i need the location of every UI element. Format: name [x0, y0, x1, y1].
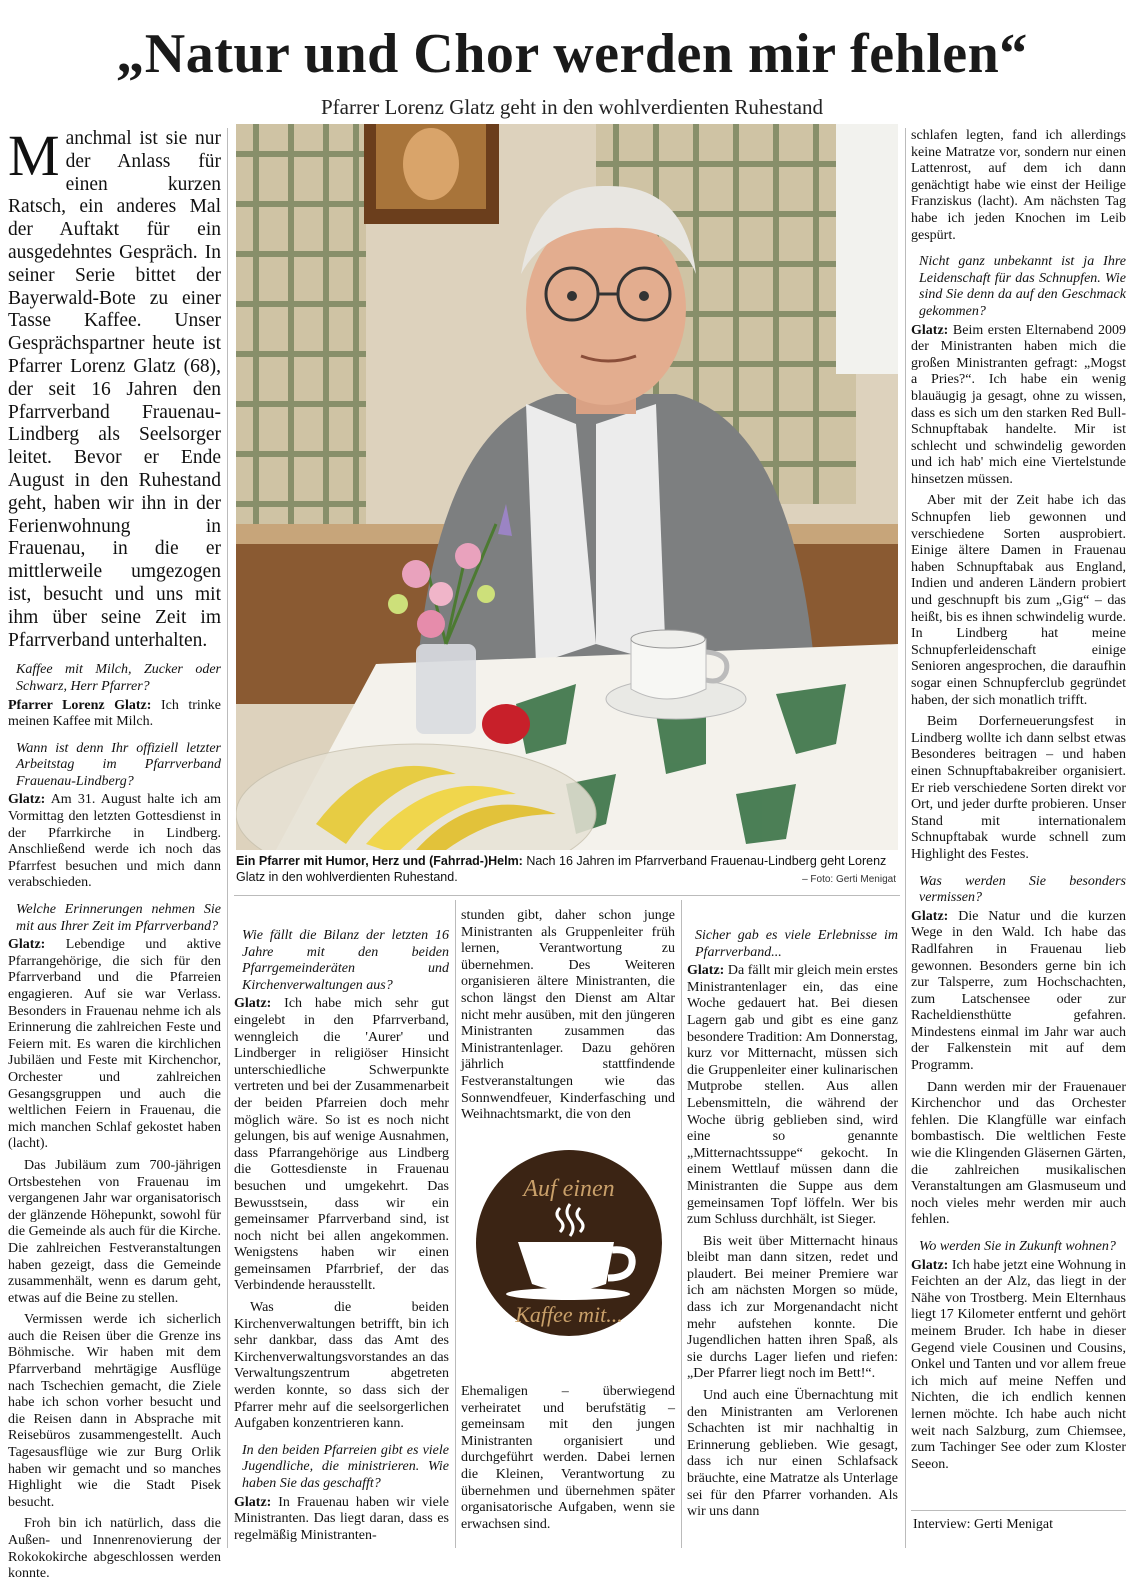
series-logo: [474, 1148, 664, 1338]
coffee-cup-icon: [518, 1242, 614, 1291]
paragraph: Das Jubiläum zum 700-jährigen Ortsbestehen von Frauenau im vergangenen Jahr war organisatorisch der glänzende Höhepunkt, sowohl für die Gemeinde als auch für die Kirche. Die zahlreichen Festveranstaltungen haben gezeigt, dass die Gemeinde zusammenhält, wenn es darum geht, etwas auf die Beine zu stellen.: [8, 1157, 221, 1306]
column-divider: [227, 128, 228, 1548]
logo-text-bottom: Kaffee mit...: [515, 1302, 623, 1327]
speaker: Glatz:: [234, 1494, 272, 1510]
answer: Glatz: Da fällt mir gleich mein erstes Ministrantenlager ein, das eine Woche gedauert hat. Bei diesen Lagern gab und gibt es eine ganz besondere Tradition: Am Donnerstag, kurz vor Mitternacht, müssen sich die Gruppenleiter einer kulinarischen Mutprobe stellen. Aus allen Lebensmitteln, die während der Woche übrig geblieben sind, wird eine so genannte „Mitternachtssuppe“ gekocht. In einem Wettlauf müssen dann die Ministranten die Suppe aus dem gemeinsamen Topf löffeln. Wer bis zum Schluss durchhält, ist Sieger.: [687, 963, 898, 1228]
paragraph: Ehemaligen – überwiegend verheiratet und berufstätig – gemeinsam mit den jungen Ministranten organisiert und durchgeführt werden. Dabei lernen die Kleinen, Verantwortung zu übernehmen und übernehmen später organisatorische Aufgaben, wenn sie erwachsen sind.: [461, 1384, 675, 1532]
speaker: Glatz:: [911, 322, 949, 338]
logo-text-top: Auf einen: [523, 1176, 615, 1202]
speaker: Glatz:: [8, 792, 46, 808]
question: Was werden Sie besonders vermissen?: [919, 873, 1126, 906]
answer: Pfarrer Lorenz Glatz: Ich trinke meinen Kaffee mit Milch.: [8, 697, 221, 730]
answer: Glatz: Ich habe jetzt eine Wohnung in Feichten an der Alz, das liegt in der Nähe von Trostberg. Mein Elternhaus liegt 17 Kilometer entfernt und gehört meinem Bruder. Ich habe in dieser Gegend viele Cousinen und Cousins, Onkel und Tanten und vor allem freue ich mich auf meine Neffen und Nichten, die ich endlich kennen lernen möchte. Ich habe auch nicht weit nach Salzburg, zum Chiemsee, zum Tachinger See oder zum Kloster Seeon.: [911, 1257, 1126, 1472]
answer: Glatz: In Frauenau haben wir viele Ministranten. Das liegt daran, dass es regelmäßig Ministranten-: [234, 1494, 449, 1543]
column-divider: [455, 900, 456, 1548]
dropcap: M: [8, 123, 60, 188]
question: Kaffee mit Milch, Zucker oder Schwarz, Herr Pfarrer?: [16, 662, 221, 694]
paragraph: Dann werden mir der Frauenauer Kirchenchor und das Orchester fehlen. Die Klangfülle war einfach bombastisch. Die weltlichen Feste wie die Klingenden Gläsernen Gärten, die zahlreichen musikalischen Veranstaltungen am Glasmuseum und noch vieles mehr werden mir auch fehlen.: [911, 1079, 1126, 1228]
question: Welche Erinnerungen nehmen Sie mit aus Ihrer Zeit im Pfarrverband?: [16, 902, 221, 934]
caption-lead: Ein Pfarrer mit Humor, Herz und (Fahrrad-)Helm:: [236, 854, 523, 868]
speaker: Pfarrer Lorenz Glatz:: [8, 697, 152, 713]
photo-illustration: [236, 124, 898, 850]
caption-text: Nach 16 Jahren im Pfarrverband Frauenau-Lindberg geht Lorenz Glatz in den wohlverdienten Ruhestand.: [236, 854, 887, 884]
paragraph: Beim Dorferneuerungsfest in Lindberg wollte ich dann selbst etwas Besonderes beitragen – und haben einen Schnupftabakreiber organisiert. Er rieb verschiedene Sorten direkt vor Ort, und jeder durfte probieren. Unser Stand mit internationalem Schnupftabak wurde schnell zum Highlight des Festes.: [911, 714, 1126, 862]
question: In den beiden Pfarreien gibt es viele Jugendliche, die ministrieren. Wie haben Sie das geschafft?: [242, 1442, 449, 1491]
column-divider: [681, 900, 682, 1548]
answer: Glatz: Die Natur und die kurzen Wege in den Wald. Ich habe das Radlfahren in Frauenau lieb gewonnen. Besonders gerne bin ich zur Talsperre, zum Hochschachten, zum Latschensee oder zur Racheldiensthütte gefahren. Mindestens einmal im Jahr war auch der Falkenstein mit auf dem Programm.: [911, 908, 1126, 1074]
speaker: Glatz:: [687, 963, 725, 979]
article-column-4: [687, 928, 898, 1526]
answer: Glatz: Ich habe mich sehr gut eingelebt in den Pfarrverband, wenngleich die 'Aurer' und Lindberger in religiöser Hinsicht unterschiedliche Schwerpunkte vertreten und bei der Zusammenarbeit der beiden Pfarreien doch mehr möglich wäre. So ist es noch nicht gelungen, bis auf wenige Ausnahmen, dass Pfarrangehörige aus Lindberg die Gottesdienste in Frauenau besuchen und umgekehrt. Das Bewusstsein, dass wir ein gemeinsamer Pfarrverband sind, ist noch nicht bei allen angekommen. Wenigstens haben wir einen gemeinsamen Pfarrbrief, der das Verbindende herausstellt.: [234, 996, 449, 1294]
column-divider: [905, 128, 906, 1548]
question: Sicher gab es viele Erlebnisse im Pfarrverband...: [695, 928, 898, 960]
portrait-photo: [236, 124, 898, 850]
paragraph: Bis weit über Mitternacht hinaus bleibt man dann sitzen, redet und plaudert. Bei meiner Premiere war ich am nächsten Morgen so müde, dass ich zur Morgenandacht nicht mehr aufstehen konnte. Die Jugendlichen hatten ihren Spaß, als sie durchs Lager liefen und riefen: „Der Pfarrer liegt noch im Bett!“.: [687, 1233, 898, 1382]
speaker: Glatz:: [8, 937, 46, 953]
article-column-1: [8, 123, 221, 1588]
paragraph: Froh bin ich natürlich, dass die Außen- und Innenrenovierung der Rokokokirche abgeschlossen werden konnte.: [8, 1516, 221, 1582]
article-column-3-continued: [461, 1384, 675, 1538]
paragraph: Vermissen werde ich sicherlich auch die Reisen über die Grenze ins Böhmische. Wir haben mit dem Pfarrverband mehrtägige Ausflüge nach Tschechien gemacht, die Ziele habe ich schon vorher besucht und die Reisen dann in Absprache mit Reisebüros zusammengestellt. Auch Tagesausflüge wie zur Burg Orlik haben wir gemacht und so manches Highlight wie die Stadt Pisek besucht.: [8, 1312, 221, 1510]
article-column-5: [911, 128, 1126, 1478]
signature-rule: [911, 1510, 1126, 1511]
caption-rule: [234, 895, 900, 896]
paragraph: stunden gibt, daher schon junge Ministranten als Gruppenleiter früh lernen, Verantwortung zu übernehmen. Des Weiteren organisieren ältere Ministranten, die schon längst den Dienst am Altar nicht mehr ausüben, mit den jüngeren Ministranten zusammen das Ministrantenlager. Dazu gehören jährlich stattfindende Festveranstaltungen wie das Sonnwendfeuer, Kinderfasching und Weihnachtsmarkt, die von den: [461, 908, 675, 1123]
paragraph: Was die beiden Kirchenverwaltungen betrifft, bin ich sehr dankbar, dass das Amt des Kirchenverwaltungsvorstandes an das Verwaltungszentrum abgetreten werden konnte, so dass sich der Pfarrer mehr auf die seelsorgerlichen Aufgaben konzentrieren kann.: [234, 1300, 449, 1432]
speaker: Glatz:: [911, 1257, 949, 1273]
interview-signature: Interview: Gerti Menigat: [913, 1517, 1053, 1532]
curtain-left: [236, 124, 366, 544]
question: Wo werden Sie in Zukunft wohnen?: [919, 1239, 1116, 1254]
answer: Glatz: Lebendige und aktive Pfarrangehörige, die sich für den Pfarrverband und die Pfarreien engagieren. Auf sie war Verlass. Besonders in Frauenau nehme ich als Erinnerung die zahlreichen Feste und Feiern mit. Es waren die kirchlichen Jubiläen und Feste mit Kirchenchor, Orchester und zahlreichen Gesangsgruppen und auch die weltlichen Feiern in Frauenau, die mich manchen Schlaf gekostet haben (lacht).: [8, 937, 221, 1152]
article-column-3: [461, 908, 675, 1129]
speaker: Glatz:: [911, 908, 949, 924]
question: Nicht ganz unbekannt ist ja Ihre Leidenschaft für das Schnupfen. Wie sind Sie denn da auf den Geschmack gekommen?: [919, 254, 1126, 319]
question: Wann ist denn Ihr offiziell letzter Arbeitstag im Pfarrverband Frauenau-Lindberg?: [16, 740, 221, 789]
paragraph: schlafen legten, fand ich allerdings keine Matratze vor, sondern nur einen Lattenrost, auf dem ich dann genächtigt habe wie einst der Heilige Franziskus (lacht). Am nächsten Tag habe ich jeden Knochen im Leib gespürt.: [911, 128, 1126, 243]
question: Wie fällt die Bilanz der letzten 16 Jahre mit den beiden Pfarrgemeinderäten und Kirchenverwaltungen aus?: [242, 928, 449, 993]
photo-credit: – Foto: Gerti Menigat: [802, 874, 896, 885]
answer: Glatz: Am 31. August halte ich am Vormittag den letzten Gottesdienst in der Pfarrkirche in Lindberg. Anschließend werde ich noch das Pfarrfest besuchen und mich dann verabschieden.: [8, 792, 221, 891]
answer: Glatz: Beim ersten Elternabend 2009 der Ministranten haben mich die großen Ministranten gefragt: „Mogst a Pries?“. Ich habe ein wenig blauäugig ja gesagt, ohne zu wissen, dass es sich um den starken Red Bull-Schnupftabak handelte. Mir ist schlecht und schwindelig geworden und ich hab' mich eine Viertelstunde hinsetzen müssen.: [911, 322, 1126, 487]
article-column-2: [234, 928, 449, 1549]
intro-paragraph: [8, 123, 221, 652]
speaker: Glatz:: [234, 996, 272, 1012]
intro-text: anchmal ist sie nur der Anlass für einen kurzen Ratsch, ein anderes Mal der Auftakt für ein ausgedehntes Gespräch. In seiner Serie bittet der Bayerwald-Bote zu einer Tasse Kaffee. Unser Gesprächspartner heute ist Pfarrer Lorenz Glatz (68), der seit 16 Jahren den Pfarrverband Frauenau-Lindberg als Seelsorger leitet. Bevor er Ende August in den Ruhestand geht, haben wir ihn in der Ferienwohnung in Frauenau, in die er mittlerweile umgezogen ist, besucht und uns mit ihm über seine Zeit im Pfarrverband unterhalten.: [8, 128, 221, 651]
subheadline: Pfarrer Lorenz Glatz geht in den wohlverdienten Ruhestand: [320, 95, 824, 119]
paragraph: Aber mit der Zeit habe ich das Schnupfen lieb gewonnen und verschiedene Sorten ausprobiert. Einige ältere Damen in Frauenau haben Schnupftabak aus England, Indien und anderen Ländern probiert und geschnupft bis zum „Gig“ – das heißt, bis es ihnen schwindelig wurde. In Lindberg hat meine Schnupferleidenschaft einige Senioren angesprochen, die daraufhin sogar einen Schnupferclub gegründet haben, der sich monatlich trifft.: [911, 493, 1126, 708]
paragraph: Und auch eine Übernachtung mit den Ministranten am Verlorenen Schachten ist mir nachhaltig in Erinnerung geblieben. Wie gesagt, dass ich nur einen Schlafsack bräuchte, eine Matratze als Unterlage sei für den Pfarrer vorhanden. Als wir uns dann: [687, 1388, 898, 1520]
headline: „Natur und Chor werden mir fehlen“: [116, 23, 1028, 85]
